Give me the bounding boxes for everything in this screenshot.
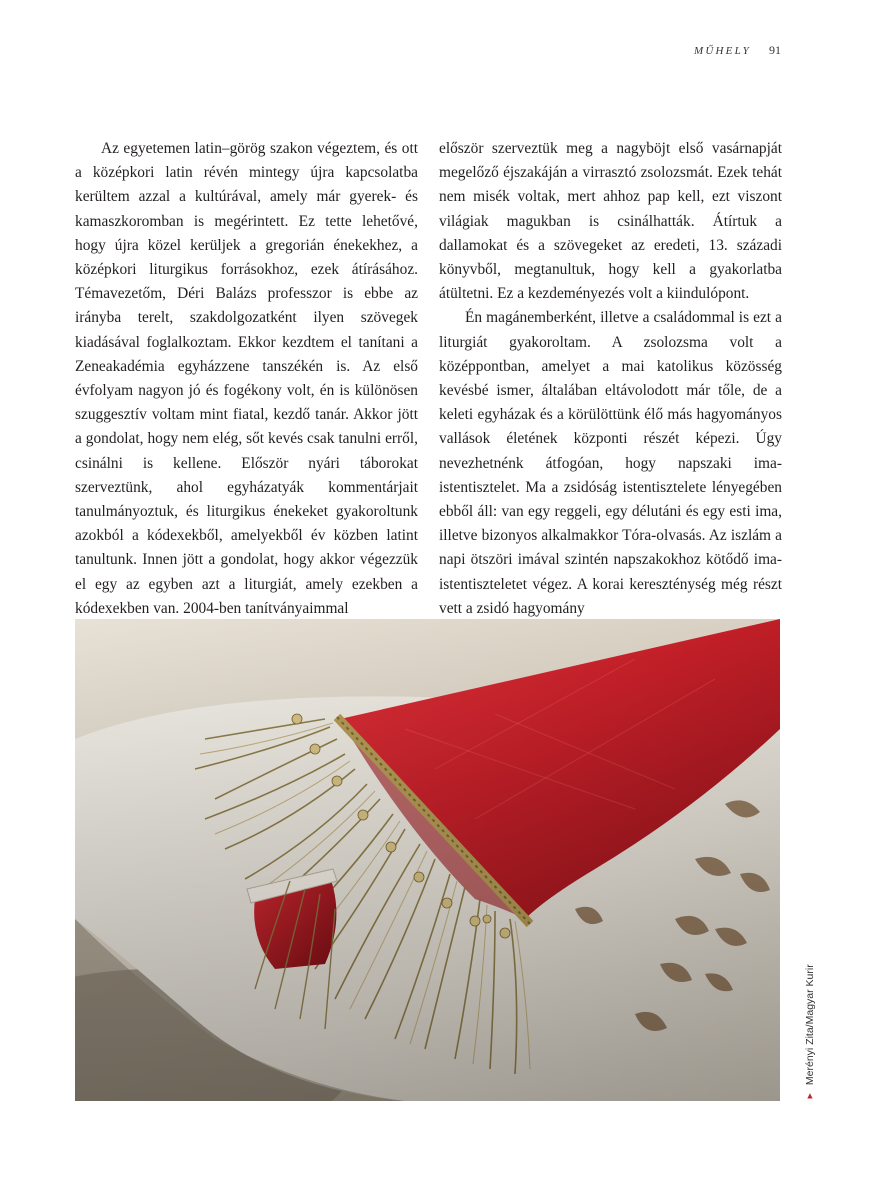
right-column (439, 137, 782, 621)
left-column (75, 137, 418, 621)
photo-credit-text: Merényi Zita/Magyar Kurir (804, 964, 816, 1086)
paragraph-continuation: először szerveztük meg a nagyböjt első vasárnapját megelőző éjszakáján a virrasztó zsolozsmát. Ezek tehát nem misék voltak, mert ahhoz pap kell, ezt viszont világiak magukban is csinálhatták. Átírtuk a dallamokat és a szövegeket az eredeti, 13. századi könyvből, megtanultuk, hogy kell a gyakorlatba átültetni. Ez a kezdeményezés volt a kiindulópont. (439, 140, 782, 303)
article-photo (75, 619, 780, 1101)
paragraph: Az egyetemen latin–görög szakon végeztem, és ott a középkori latin révén mintegy újra kapcsolatba kerültem azzal a kultúrával, amely már gyerek- és kamaszkoromban is megérintett. Ez tette lehetővé, hogy újra közel kerüljek a gregorián énekekhez, a középkori liturgikus forrásokhoz, ezek átírásához. Témavezetőm, Déri Balázs professzor is ebbe az irányba terelt, szakdolgozatként ilyen szövegek kiadásával foglalkoztam. Ekkor kezdtem el tanítani a Zeneakadémia egyházzene tanszékén is. Az első évfolyam nagyon jó és fogékony volt, én is különösen szuggesztív voltam mint fiatal, kezdő tanár. Akkor jött a gondolat, hogy nem elég, sőt kevés csak tanulni erről, csinálni is kellene. Először nyári táborokat szerveztünk, ahol egyházatyák kommentárjait tanulmányoztuk, és liturgikus énekeket gyakoroltunk azokból a kódexekből, amelyekből év közben latint tanultunk. Innen jött a gondolat, hogy akkor végezzük el egy az egyben azt a liturgiát, amely ezekben a kódexekben van. 2004-ben tanítványaimmal (75, 140, 418, 617)
photo-credit (804, 964, 816, 1100)
page-number: 91 (769, 43, 781, 57)
paragraph: Én magánemberként, illetve a családommal is ezt a liturgiát gyakoroltam. A zsolozsma volt a középpontban, amelyet a mai katolikus közösség kevésbé ismer, általában eltávolodott már tőle, de a keleti egyházak és a körülöttünk élő más hagyományos vallások életének központi részét képezi. Úgy nevezhetnénk átfogóan, hogy napszaki ima-istentisztelet. Ma a zsidóság istentisztelete lényegében ebből áll: van egy reggeli, egy délutáni és egy esti ima, illetve bizonyos alkalmakkor Tóra-olvasás. Az iszlám a napi ötszöri imával szintén napszakokhoz kötődő ima-istentiszteletet végez. A korai kereszténység még részt vett a zsidó hagyomány (439, 309, 782, 617)
section-title: MŰHELY (694, 45, 751, 57)
running-head (694, 43, 781, 58)
triangle-marker-icon: ▲ (805, 1090, 815, 1101)
stole-photo-illustration (75, 619, 780, 1101)
